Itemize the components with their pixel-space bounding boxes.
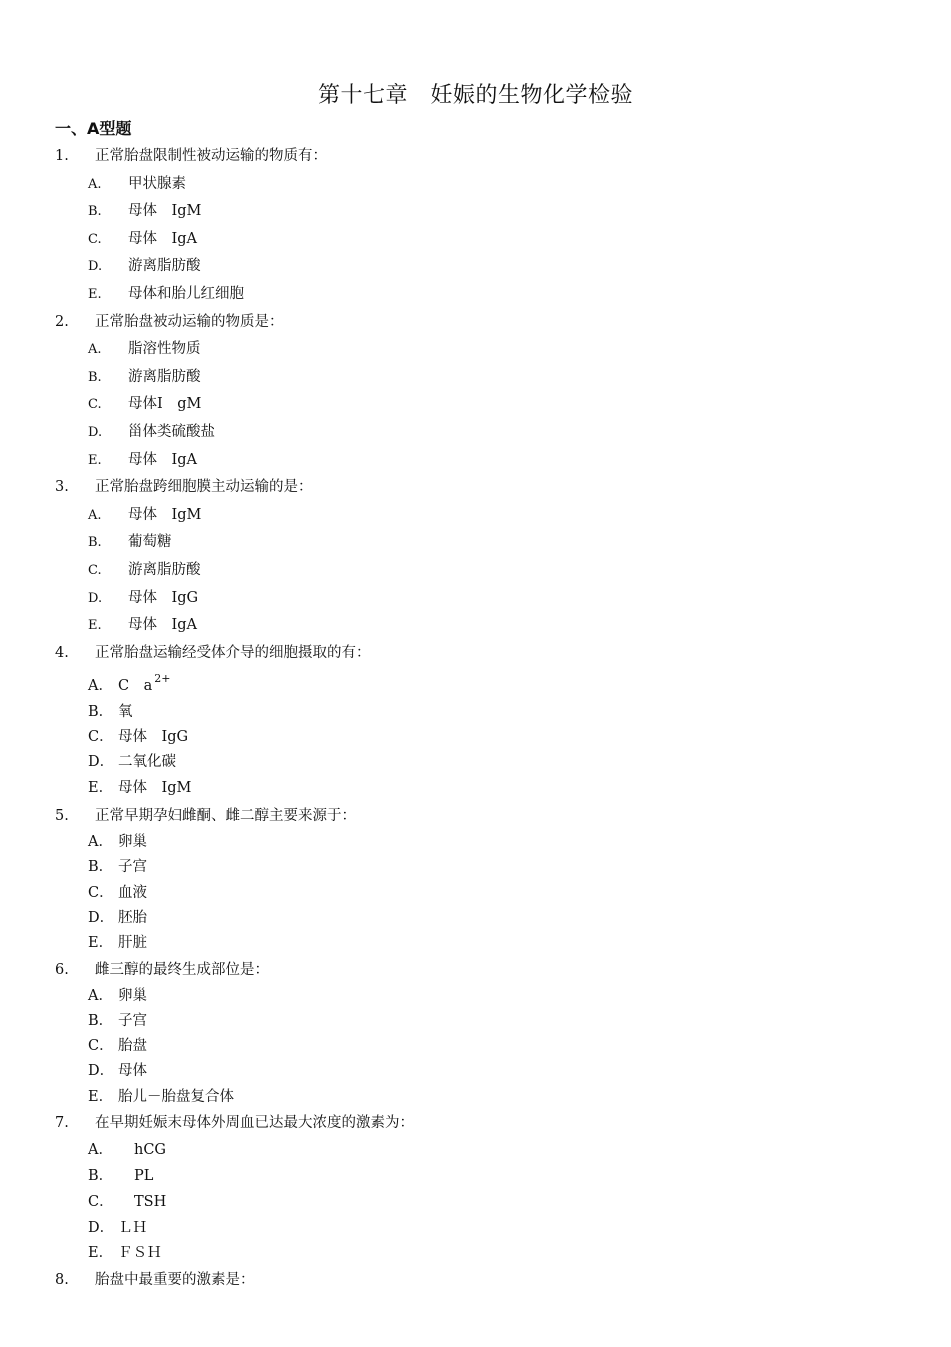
option-label: A． bbox=[88, 834, 113, 850]
option-text: TSH bbox=[134, 1194, 167, 1210]
question-7 bbox=[55, 1113, 414, 1133]
option-text: 母体 IgG bbox=[118, 729, 189, 745]
option bbox=[88, 229, 197, 250]
option bbox=[88, 933, 147, 953]
option bbox=[88, 752, 176, 772]
option bbox=[88, 1011, 147, 1031]
option bbox=[88, 672, 171, 696]
option-label: B． bbox=[88, 1013, 114, 1029]
question-text: 雌三醇的最终生成部位是： bbox=[95, 962, 269, 978]
option bbox=[88, 1166, 153, 1186]
question-text: 正常早期孕妇雌酮、雌二醇主要来源于： bbox=[95, 808, 356, 824]
question-number: 8. bbox=[55, 1272, 69, 1288]
option-label: D． bbox=[88, 1063, 115, 1079]
option bbox=[88, 702, 133, 722]
option-label: D． bbox=[88, 754, 115, 770]
option bbox=[88, 883, 147, 903]
option-text: 游离脂肪酸 bbox=[128, 258, 201, 274]
option-label: C. bbox=[88, 232, 102, 247]
section-heading: 一、A型题 bbox=[55, 119, 132, 138]
option-text: hCG bbox=[134, 1142, 167, 1158]
option bbox=[88, 201, 201, 222]
option-label: B． bbox=[88, 704, 114, 720]
option-label: E. bbox=[88, 453, 102, 468]
question-1 bbox=[55, 146, 327, 166]
option-label: A. bbox=[88, 342, 102, 357]
option-label: C． bbox=[88, 729, 114, 745]
question-number: 5. bbox=[55, 808, 69, 824]
option-text: 母体 IgM bbox=[118, 780, 192, 796]
option-label: D. bbox=[88, 425, 103, 440]
option-text: 母体 IgM bbox=[128, 507, 202, 523]
option-text: 胚胎 bbox=[118, 910, 147, 926]
option bbox=[88, 857, 147, 877]
question-3 bbox=[55, 477, 313, 497]
question-text: 正常胎盘限制性被动运输的物质有： bbox=[95, 148, 327, 164]
option-text: 母体 IgA bbox=[128, 231, 197, 247]
question-number: 3. bbox=[55, 479, 69, 495]
option-label: A． bbox=[88, 678, 113, 694]
option-text: 甾体类硫酸盐 bbox=[128, 424, 215, 440]
option bbox=[88, 908, 147, 928]
option-label: A. bbox=[88, 177, 102, 192]
option-text: 子宫 bbox=[118, 859, 147, 875]
page-title: 第十七章 妊娠的生物化学检验 bbox=[317, 83, 633, 108]
option bbox=[88, 394, 201, 415]
option-label: D. bbox=[88, 259, 103, 274]
option-text: 母体和胎儿红细胞 bbox=[128, 286, 244, 302]
option-label: E. bbox=[88, 618, 102, 633]
option-text: 母体 IgG bbox=[128, 590, 199, 606]
option bbox=[88, 588, 198, 609]
option bbox=[88, 832, 147, 852]
option-label: E． bbox=[88, 935, 114, 951]
option bbox=[88, 1087, 234, 1107]
option-text: 氧 bbox=[118, 704, 133, 720]
option-text: ＦＳＨ bbox=[118, 1245, 162, 1261]
question-text: 正常胎盘运输经受体介导的细胞摄取的有： bbox=[95, 645, 371, 661]
option-label: E． bbox=[88, 780, 114, 796]
option-label: E． bbox=[88, 1089, 114, 1105]
option bbox=[88, 615, 197, 636]
option-label: E． bbox=[88, 1245, 114, 1261]
option-text: 葡萄糖 bbox=[128, 534, 172, 550]
option-label: A. bbox=[88, 508, 102, 523]
question-5 bbox=[55, 806, 356, 826]
option bbox=[88, 422, 215, 443]
option-label: B. bbox=[88, 535, 102, 550]
option bbox=[88, 1192, 166, 1212]
question-4 bbox=[55, 643, 371, 663]
question-number: 6. bbox=[55, 962, 69, 978]
option-superscript: 2+ bbox=[154, 672, 171, 685]
option-text: 游离脂肪酸 bbox=[128, 562, 201, 578]
option-label: B． bbox=[88, 1168, 114, 1184]
option-text: 子宫 bbox=[118, 1013, 147, 1029]
option-text: 游离脂肪酸 bbox=[128, 369, 201, 385]
option-label: B. bbox=[88, 370, 102, 385]
option-text: 甲状腺素 bbox=[128, 176, 186, 192]
option bbox=[88, 174, 186, 195]
option-text: 母体 IgA bbox=[128, 617, 197, 633]
option-label: C． bbox=[88, 1038, 114, 1054]
option-text: ＬＨ bbox=[118, 1220, 147, 1236]
option-label: D． bbox=[88, 910, 115, 926]
option bbox=[88, 1140, 166, 1160]
option-label: C. bbox=[88, 397, 102, 412]
question-text: 胎盘中最重要的激素是： bbox=[95, 1272, 255, 1288]
option-label: D. bbox=[88, 591, 103, 606]
question-2 bbox=[55, 312, 284, 332]
option-text: 母体I gM bbox=[128, 396, 202, 412]
option-text: 卵巢 bbox=[118, 834, 147, 850]
option-label: E. bbox=[88, 287, 102, 302]
option bbox=[88, 256, 201, 277]
option-text: 卵巢 bbox=[118, 988, 147, 1004]
question-number: 4. bbox=[55, 645, 69, 661]
option-text: 血液 bbox=[118, 885, 147, 901]
option-text: 母体 bbox=[118, 1063, 147, 1079]
option-text: C a bbox=[118, 678, 153, 694]
option-label: C. bbox=[88, 563, 102, 578]
option-text: 母体 IgM bbox=[128, 203, 202, 219]
option-label: B． bbox=[88, 859, 114, 875]
option-text: 二氧化碳 bbox=[118, 754, 176, 770]
option bbox=[88, 778, 191, 798]
option bbox=[88, 986, 147, 1006]
option bbox=[88, 284, 244, 305]
option-text: PL bbox=[134, 1168, 154, 1184]
option-text: 胎儿－胎盘复合体 bbox=[118, 1089, 234, 1105]
question-8 bbox=[55, 1270, 255, 1290]
question-number: 1. bbox=[55, 148, 69, 164]
question-text: 正常胎盘被动运输的物质是： bbox=[95, 314, 284, 330]
option bbox=[88, 560, 201, 581]
option-text: 肝脏 bbox=[118, 935, 147, 951]
question-text: 在早期妊娠末母体外周血已达最大浓度的激素为： bbox=[95, 1115, 414, 1131]
option bbox=[88, 1243, 162, 1263]
option bbox=[88, 339, 201, 360]
option-label: A． bbox=[88, 1142, 113, 1158]
option bbox=[88, 450, 197, 471]
option-label: C． bbox=[88, 1194, 114, 1210]
option bbox=[88, 505, 201, 526]
option bbox=[88, 532, 172, 553]
option bbox=[88, 1061, 147, 1081]
question-6 bbox=[55, 960, 269, 980]
option-text: 脂溶性物质 bbox=[128, 341, 201, 357]
question-text: 正常胎盘跨细胞膜主动运输的是： bbox=[95, 479, 313, 495]
option-text: 胎盘 bbox=[118, 1038, 147, 1054]
option-label: C． bbox=[88, 885, 114, 901]
option-label: A． bbox=[88, 988, 113, 1004]
option-text: 母体 IgA bbox=[128, 452, 197, 468]
option bbox=[88, 1036, 147, 1056]
option-label: B. bbox=[88, 204, 102, 219]
option bbox=[88, 367, 201, 388]
option bbox=[88, 727, 188, 747]
option-label: D． bbox=[88, 1220, 115, 1236]
option bbox=[88, 1218, 147, 1238]
question-number: 2. bbox=[55, 314, 69, 330]
question-number: 7. bbox=[55, 1115, 69, 1131]
